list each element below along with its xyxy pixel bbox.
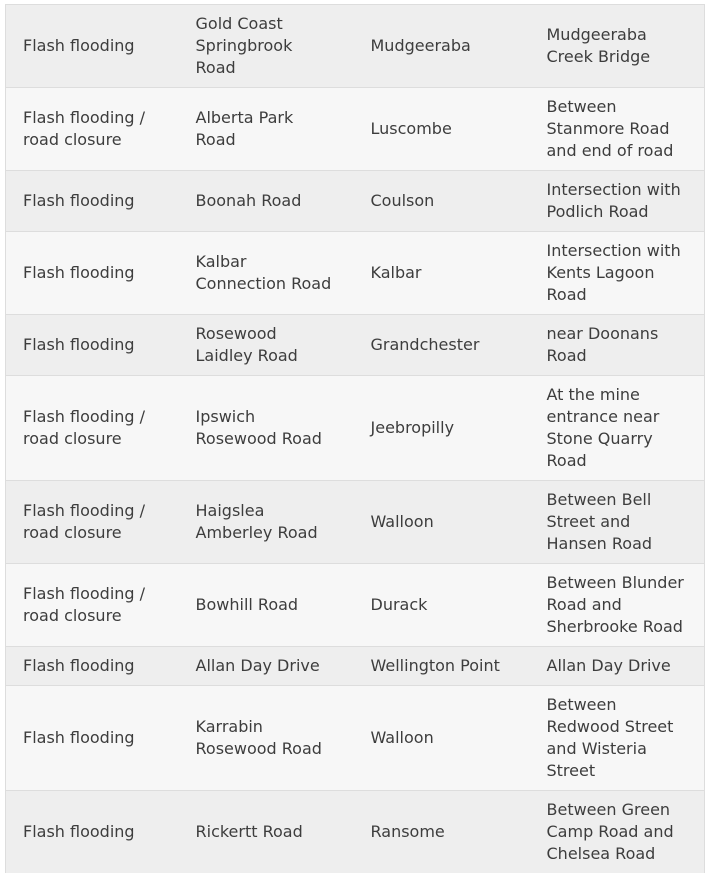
cell-type: Flash flooding	[6, 647, 179, 686]
cell-location: Intersection with Kents Lagoon Road	[530, 232, 705, 315]
cell-road: Karrabin Rosewood Road	[179, 686, 354, 791]
table-row	[6, 791, 705, 873]
cell-type: Flash flooding / road closure	[6, 88, 179, 171]
cell-type: Flash flooding	[6, 315, 179, 376]
cell-road: Alberta Park Road	[179, 88, 354, 171]
cell-road: Bowhill Road	[179, 564, 354, 647]
cell-type: Flash flooding / road closure	[6, 564, 179, 647]
cell-suburb: Luscombe	[354, 88, 530, 171]
table-row	[6, 88, 705, 171]
table-row	[6, 376, 705, 481]
cell-road: Kalbar Connection Road	[179, 232, 354, 315]
cell-road: Haigslea Amberley Road	[179, 481, 354, 564]
table-row	[6, 686, 705, 791]
cell-location: Between Stanmore Road and end of road	[530, 88, 705, 171]
cell-location: Intersection with Podlich Road	[530, 171, 705, 232]
cell-suburb: Coulson	[354, 171, 530, 232]
table-row	[6, 232, 705, 315]
cell-location: Allan Day Drive	[530, 647, 705, 686]
cell-type: Flash flooding	[6, 232, 179, 315]
cell-location: Between Green Camp Road and Chelsea Road	[530, 791, 705, 873]
cell-road: Boonah Road	[179, 171, 354, 232]
cell-type: Flash flooding	[6, 686, 179, 791]
cell-suburb: Walloon	[354, 686, 530, 791]
cell-suburb: Jeebropilly	[354, 376, 530, 481]
cell-suburb: Kalbar	[354, 232, 530, 315]
cell-type: Flash flooding	[6, 171, 179, 232]
cell-location: Between Blunder Road and Sherbrooke Road	[530, 564, 705, 647]
cell-road: Rosewood Laidley Road	[179, 315, 354, 376]
road-closures-table	[5, 4, 705, 873]
cell-suburb: Ransome	[354, 791, 530, 873]
cell-type: Flash flooding	[6, 5, 179, 88]
cell-road: Rickertt Road	[179, 791, 354, 873]
cell-suburb: Walloon	[354, 481, 530, 564]
cell-type: Flash flooding	[6, 791, 179, 873]
cell-suburb: Grandchester	[354, 315, 530, 376]
cell-location: Between Bell Street and Hansen Road	[530, 481, 705, 564]
cell-road: Allan Day Drive	[179, 647, 354, 686]
cell-suburb: Durack	[354, 564, 530, 647]
cell-type: Flash flooding / road closure	[6, 481, 179, 564]
table-row	[6, 647, 705, 686]
cell-location: near Doonans Road	[530, 315, 705, 376]
cell-location: Between Redwood Street and Wisteria Street	[530, 686, 705, 791]
table-row	[6, 171, 705, 232]
cell-location: Mudgeeraba Creek Bridge	[530, 5, 705, 88]
cell-type: Flash flooding / road closure	[6, 376, 179, 481]
cell-location: At the mine entrance near Stone Quarry Road	[530, 376, 705, 481]
cell-suburb: Mudgeeraba	[354, 5, 530, 88]
cell-road: Gold Coast Springbrook Road	[179, 5, 354, 88]
table-row	[6, 481, 705, 564]
table-row	[6, 315, 705, 376]
cell-road: Ipswich Rosewood Road	[179, 376, 354, 481]
cell-suburb: Wellington Point	[354, 647, 530, 686]
table-row	[6, 5, 705, 88]
table-row	[6, 564, 705, 647]
